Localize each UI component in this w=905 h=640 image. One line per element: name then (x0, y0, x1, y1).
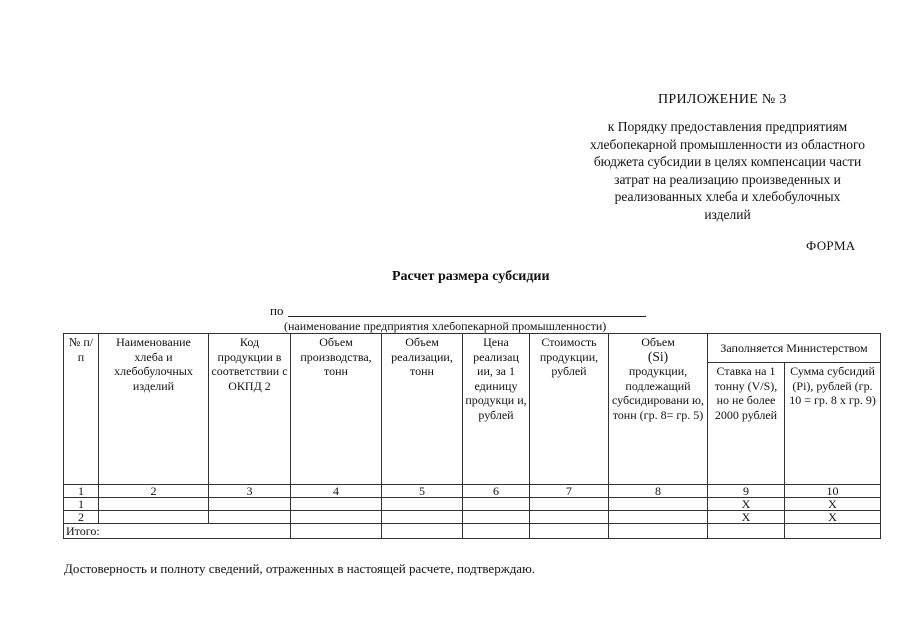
column-number: 2 (99, 485, 209, 498)
po-label: по (270, 303, 284, 318)
column-number: 8 (609, 485, 708, 498)
header-volume-pre: Объем (641, 335, 675, 349)
confirmation-text: Достоверность и полноту сведений, отраженных в настоящей расчете, подтверждаю. (64, 561, 536, 576)
total-row (64, 524, 881, 539)
table-cell (382, 498, 463, 511)
column-number-row (64, 485, 881, 498)
column-number: 5 (382, 485, 463, 498)
table-row (64, 498, 881, 511)
enterprise-name-caption: (наименование предприятия хлебопекарной промышленности) (284, 319, 607, 333)
header-production: Объем производства, тонн (291, 334, 382, 485)
column-number: 9 (708, 485, 785, 498)
table-cell: X (785, 498, 881, 511)
header-row-1 (64, 334, 881, 363)
table-cell (382, 511, 463, 524)
table-cell (209, 498, 291, 511)
total-label: Итого: (64, 524, 291, 539)
header-volume (609, 334, 708, 485)
enterprise-name-line (288, 316, 646, 317)
header-ministry: Заполняется Министерством (708, 334, 881, 363)
table-cell (463, 511, 530, 524)
table-cell (209, 511, 291, 524)
column-number: 10 (785, 485, 881, 498)
form-label: ФОРМА (806, 238, 856, 253)
table-cell (530, 511, 609, 524)
table-cell (99, 498, 209, 511)
table-row (64, 511, 881, 524)
table-cell (291, 498, 382, 511)
header-volume-si: (Si) (647, 348, 669, 364)
table-cell (609, 511, 708, 524)
table-cell (785, 524, 881, 539)
table-cell (291, 511, 382, 524)
header-cost: Стоимость продукции, рублей (530, 334, 609, 485)
table-cell (609, 524, 708, 539)
table-cell (609, 498, 708, 511)
header-volume-post: продукции, подлежащий субсидировани ю, тонн (гр. 8= гр. 5) (611, 364, 705, 422)
table-cell (99, 511, 209, 524)
header-name: Наименование хлеба и хлебобулочных изделий (99, 334, 209, 485)
table-cell (708, 524, 785, 539)
column-number: 4 (291, 485, 382, 498)
header-sales: Объем реализации, тонн (382, 334, 463, 485)
column-number: 7 (530, 485, 609, 498)
table-cell (463, 524, 530, 539)
column-number: 3 (209, 485, 291, 498)
table-cell (530, 498, 609, 511)
header-okpd: Код продукции в соответствии с ОКПД 2 (209, 334, 291, 485)
row-number: 2 (64, 511, 99, 524)
appendix-title: ПРИЛОЖЕНИЕ № 3 (658, 92, 787, 107)
table-cell (382, 524, 463, 539)
column-number: 1 (64, 485, 99, 498)
subsidy-table (63, 333, 881, 539)
table-cell (291, 524, 382, 539)
header-num: № п/п (64, 334, 99, 485)
header-amount: Сумма субсидий (Pi), рублей (гр. 10 = гр. 8 х гр. 9) (785, 363, 881, 485)
table-cell (530, 524, 609, 539)
column-number: 6 (463, 485, 530, 498)
header-rate: Ставка на 1 тонну (V/S), но не более 2000 рублей (708, 363, 785, 485)
row-number: 1 (64, 498, 99, 511)
table-cell: X (785, 511, 881, 524)
header-price: Цена реализац ии, за 1 единицу продукци и, рублей (463, 334, 530, 485)
document-title: Расчет размера субсидии (392, 269, 550, 284)
table-cell: X (708, 498, 785, 511)
table-cell (463, 498, 530, 511)
appendix-description: к Порядку предоставления предприятиям хлебопекарной промышленности из областного бюджета субсидии в целях компенсации части затрат на реализацию произведенных и реализованных хлеба и хлебобулочных изделий (590, 119, 865, 222)
table-cell: X (708, 511, 785, 524)
